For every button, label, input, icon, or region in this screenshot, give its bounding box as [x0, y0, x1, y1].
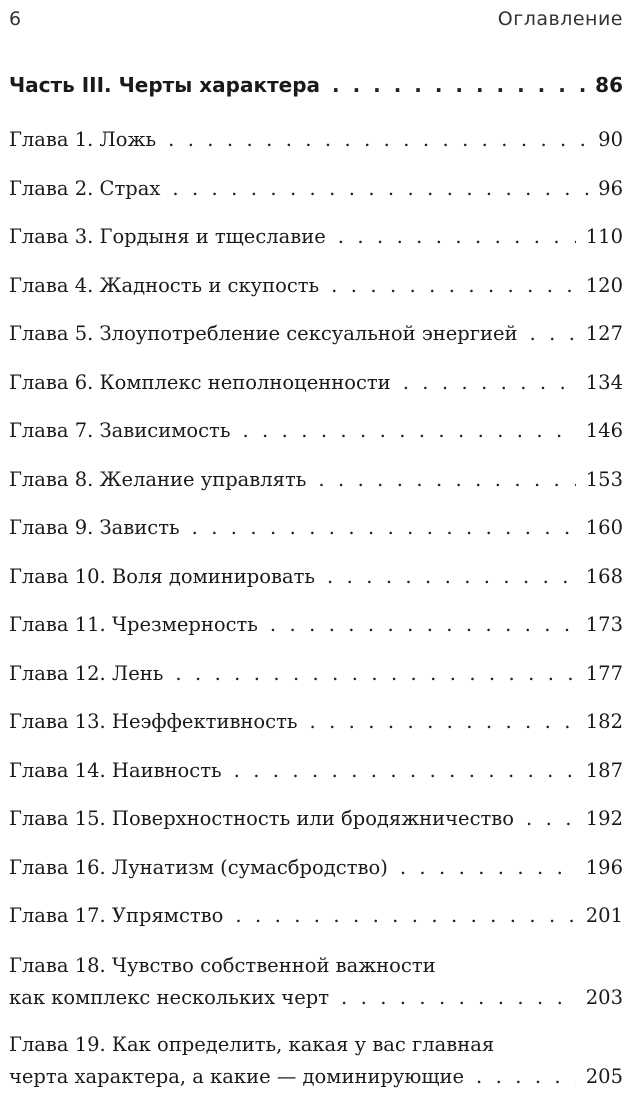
toc-entry-page: 203: [585, 986, 623, 1009]
toc-entry[interactable]: [9, 564, 623, 592]
running-head: [9, 8, 623, 34]
dot-leader: [234, 758, 576, 784]
toc-entry-title: Глава 9. Зависть: [9, 516, 180, 539]
toc-entry-page: 134: [585, 371, 623, 394]
dot-leader: [235, 903, 575, 929]
toc-entry-page: 192: [585, 807, 623, 830]
dot-leader: [168, 127, 588, 153]
toc-entry[interactable]: [9, 370, 623, 398]
toc-entry-page: 90: [598, 128, 623, 151]
dot-leader: [331, 273, 576, 299]
dot-leader: [332, 72, 585, 98]
dot-leader: [403, 370, 576, 396]
toc-entry-page: 96: [598, 177, 623, 200]
toc-entry-page: 205: [585, 1065, 623, 1088]
toc-entry-page: 153: [585, 468, 623, 491]
toc-entry-page: 201: [585, 904, 623, 927]
dot-leader: [530, 321, 576, 347]
toc-entry[interactable]: [9, 127, 623, 155]
toc-entry-page: 173: [585, 613, 623, 636]
toc-entry-title: Глава 7. Зависимость: [9, 419, 231, 442]
toc-entry[interactable]: [9, 273, 623, 301]
toc-entry-page: 182: [585, 710, 623, 733]
dot-leader: [242, 418, 575, 444]
toc-entry-page: 146: [585, 419, 623, 442]
toc-entry[interactable]: [9, 1064, 623, 1092]
dot-leader: [338, 224, 576, 250]
toc-entry-title: Глава 14. Наивность: [9, 759, 222, 782]
toc-entry-page: 127: [585, 322, 623, 345]
toc-entry-page: 177: [585, 662, 623, 685]
toc-entry[interactable]: [9, 855, 623, 883]
toc-entry-title: Глава 8. Желание управлять: [9, 468, 307, 491]
toc-entry-title: Часть III. Черты характера: [9, 73, 321, 97]
toc-entry[interactable]: [9, 758, 623, 786]
toc-entry-title: Глава 4. Жадность и скупость: [9, 274, 320, 297]
dot-leader: [318, 467, 575, 493]
dot-leader: [309, 709, 575, 735]
toc-entry-title: Глава 16. Лунатизм (сумасбродство): [9, 856, 388, 879]
dot-leader: [400, 855, 576, 881]
toc-entry-title: Глава 3. Гордыня и тщеславие: [9, 225, 326, 248]
toc-entry[interactable]: [9, 321, 623, 349]
toc-entry-page: 120: [585, 274, 623, 297]
toc-entry[interactable]: [9, 515, 623, 543]
dot-leader: [327, 564, 576, 590]
toc-entry-page: 110: [585, 225, 623, 248]
toc-entry[interactable]: [9, 418, 623, 446]
dot-leader: [270, 612, 576, 638]
toc-entry-title: Глава 5. Злоупотребление сексуальной энергией: [9, 322, 518, 345]
toc-entry[interactable]: [9, 176, 623, 204]
toc-part-entry[interactable]: [9, 72, 623, 100]
section-name: Оглавление: [497, 8, 623, 30]
toc-entry[interactable]: [9, 985, 623, 1013]
toc-entry-page: 196: [585, 856, 623, 879]
toc-entry[interactable]: [9, 709, 623, 737]
page-number: 6: [9, 8, 22, 30]
toc-entry-title: Глава 15. Поверхностность или бродяжничество: [9, 807, 515, 830]
toc-entry[interactable]: [9, 224, 623, 252]
toc-entry-title: Глава 10. Воля доминировать: [9, 565, 316, 588]
toc-entry-title-first-line[interactable]: Глава 19. Как определить, какая у вас главная: [9, 1033, 495, 1056]
toc-entry-page: 160: [585, 516, 623, 539]
dot-leader: [476, 1064, 576, 1090]
toc-entry-title: Глава 1. Ложь: [9, 128, 157, 151]
toc-entry-title: Глава 17. Упрямство: [9, 904, 224, 927]
toc-entry[interactable]: [9, 467, 623, 495]
toc-entry-title: черта характера, а какие — доминирующие: [9, 1065, 465, 1088]
toc-entry-title-first-line[interactable]: Глава 18. Чувство собственной важности: [9, 954, 436, 977]
toc-entry[interactable]: [9, 661, 623, 689]
toc-entry[interactable]: [9, 612, 623, 640]
toc-entry-title: Глава 2. Страх: [9, 177, 161, 200]
dot-leader: [192, 515, 576, 541]
toc-entry-title: Глава 12. Лень: [9, 662, 164, 685]
toc-entry-page: 187: [585, 759, 623, 782]
dot-leader: [172, 176, 588, 202]
toc-entry-title: как комплекс нескольких черт: [9, 986, 329, 1009]
toc-entry[interactable]: [9, 903, 623, 931]
toc-entry-page: 168: [585, 565, 623, 588]
dot-leader: [526, 806, 576, 832]
toc-entry-title: Глава 13. Неэффективность: [9, 710, 298, 733]
dot-leader: [341, 985, 576, 1011]
toc-entry[interactable]: [9, 806, 623, 834]
toc-entry-title: Глава 11. Чрезмерность: [9, 613, 258, 636]
dot-leader: [175, 661, 575, 687]
toc-entry-page: 86: [595, 73, 623, 97]
toc-entry-title: Глава 6. Комплекс неполноценности: [9, 371, 391, 394]
